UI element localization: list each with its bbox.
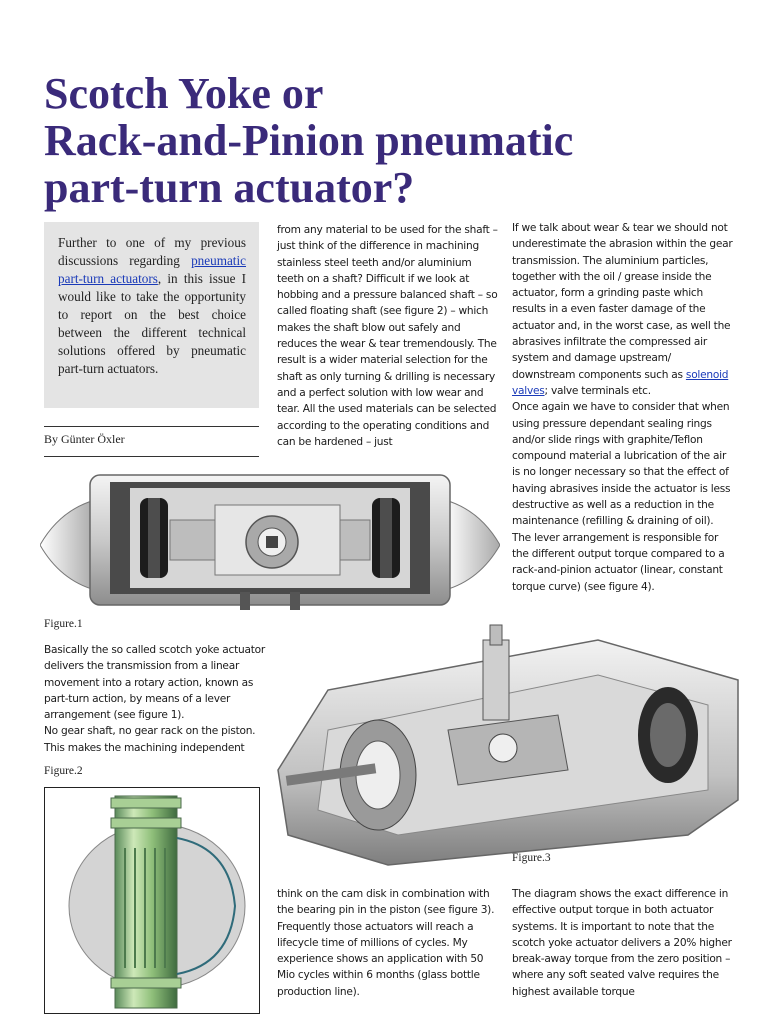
title-line-1: Scotch Yoke or bbox=[44, 69, 324, 118]
article-title bbox=[44, 70, 744, 211]
figure-1-caption: Figure.1 bbox=[44, 618, 83, 630]
column-middle-top bbox=[277, 222, 499, 450]
intro-text-start: Further to one of my previous discussions regarding bbox=[58, 235, 246, 268]
column-right-top bbox=[512, 220, 734, 595]
figure-2-caption: Figure.2 bbox=[44, 765, 83, 777]
column-right-p1-end: ; valve terminals etc. bbox=[544, 384, 651, 397]
byline-bottom-rule bbox=[44, 456, 259, 457]
solenoid-valves-link[interactable]: solenoid valves bbox=[512, 368, 729, 397]
column-right-p1 bbox=[512, 220, 734, 399]
column-middle-bottom bbox=[277, 886, 499, 1000]
intro-box bbox=[44, 222, 259, 408]
figure-3-image bbox=[268, 620, 746, 885]
title-line-3: part-turn actuator? bbox=[44, 163, 415, 212]
figure-3-caption: Figure.3 bbox=[512, 852, 551, 864]
column-right-p2: Once again we have to consider that when using pressure dependant sealing rings and/or slide rings with graphite/Teflon compound material a lubrication of the air is no longer necessary so that the effect of having abrasives inside the actuator is less destructive as well as a reduction in the maintenance (refilling & draining of oil). The lever arrangement is responsible for the different output torque compared to a rack-and-pinion actuator (linear, constant torque curve) (see figure 4). bbox=[512, 401, 731, 593]
byline: By Günter Öxler bbox=[44, 432, 125, 446]
figure-1-image bbox=[40, 470, 500, 615]
column-right-bottom bbox=[512, 886, 734, 1000]
column-middle-bottom-text: think on the cam disk in combination with the bearing pin in the piston (see figure 3). Frequently those actuators will reach a lifecycle time of millions of cycles. My experience shows an application with 50 Mio cycles within 6 months (glass bottle production line). bbox=[277, 888, 495, 998]
byline-top-rule bbox=[44, 426, 259, 427]
intro-text bbox=[58, 234, 246, 378]
column-middle-top-text: from any material to be used for the shaft – just think of the difference in machining stainless steel teeth and/or aluminium teeth on a shaft? Difficult if we look at hobbing and a pressure balanced shaft – so called floating shaft (see figure 2) – which makes the shaft blow out safely and reduces the wear & tear tremendously. The result is a wider material selection for the shaft as only turning & drilling is necessary and a perfect solution with low wear and tear. All the used materials can be selected according to the operating conditions and can be hardened – just bbox=[277, 224, 498, 448]
column-right-bottom-text: The diagram shows the exact difference in effective output torque in both actuator systems. It is important to note that the scotch yoke actuator delivers a 20% higher break-away torque from the zero position – where any soft seated valve requires the highest available torque bbox=[512, 888, 732, 998]
title-line-2: Rack-and-Pinion pneumatic bbox=[44, 116, 574, 165]
column-left-p2: No gear shaft, no gear rack on the piston. This makes the machining independent bbox=[44, 725, 256, 754]
pneumatic-actuators-link[interactable]: pneumatic part-turn actuators bbox=[58, 253, 246, 286]
figure-2-image bbox=[44, 787, 260, 1014]
column-left-bottom bbox=[44, 642, 266, 756]
column-left-p1: Basically the so called scotch yoke actuator delivers the transmission from a linear movement into a rotary action, known as part-turn action, by means of a lever arrangement (see figure 1). bbox=[44, 644, 265, 722]
column-right-p1-start: If we talk about wear & tear we should not underestimate the abrasion within the gear transmission. The aluminium particles, together with the oil / grease inside the actuator, form a grinding paste which results in a even faster damage of the actuator and, in the worst case, as well the abrasives infiltrate the compressed air system and damage upstream/ downstream components such as bbox=[512, 222, 733, 381]
intro-text-end: , in this issue I would like to take the opportunity to report on the best choice between the different technical solutions offered by pneumatic part-turn actuators. bbox=[58, 271, 246, 376]
